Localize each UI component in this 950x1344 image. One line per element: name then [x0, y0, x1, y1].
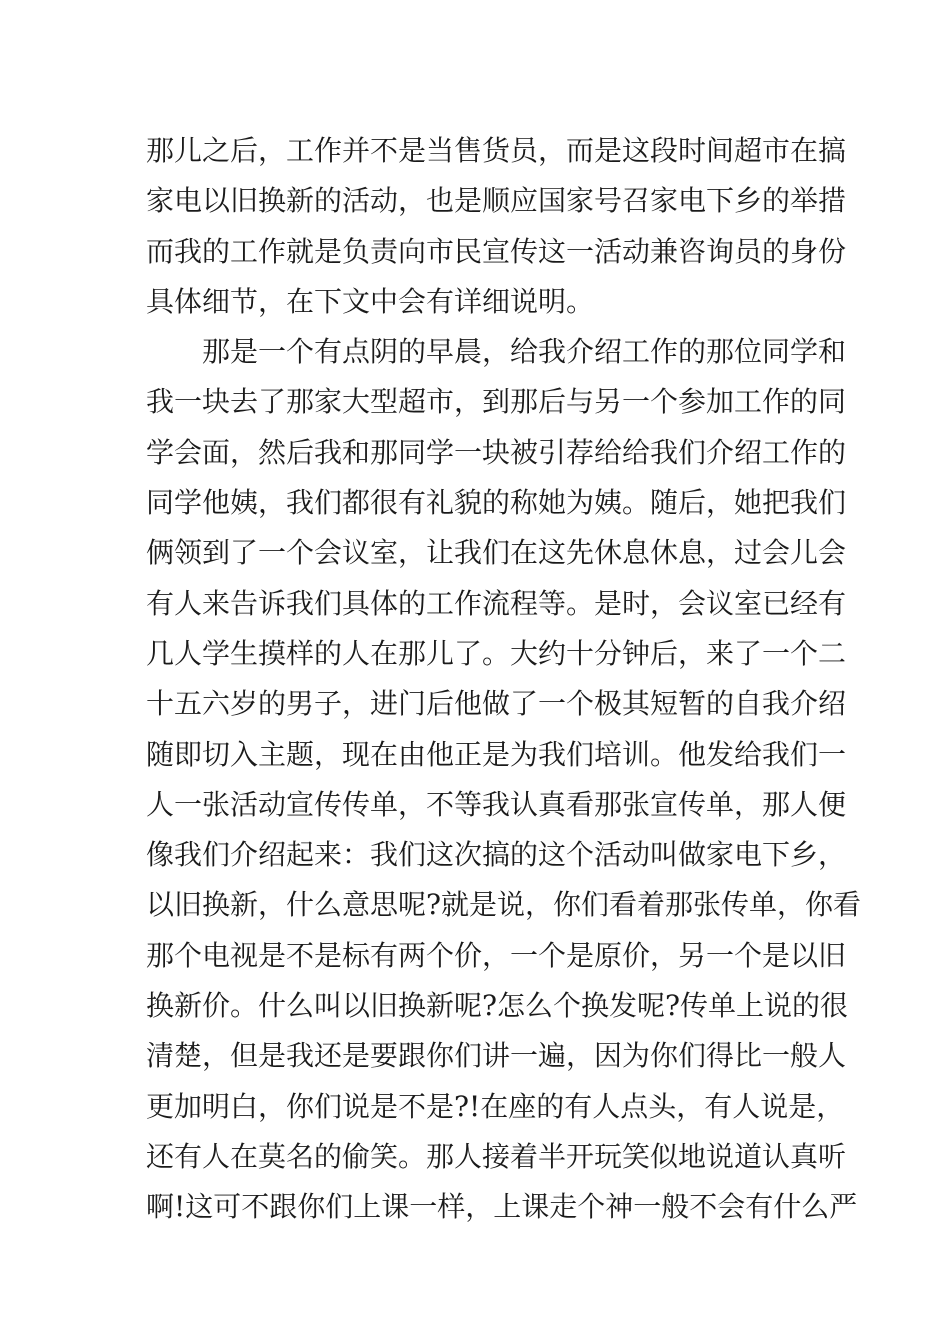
text-line-5: 那是一个有点阴的早晨，给我介绍工作的那位同学和 [202, 335, 847, 369]
text-line-15: 像我们介绍起来：我们这次搞的这个活动叫做家电下乡， [146, 838, 847, 872]
text-line-20: 更加明白，你们说是不是?!在座的有人点头，有人说是， [146, 1089, 845, 1123]
text-line-14: 人一张活动宣传传单，不等我认真看那张宣传单，那人便 [146, 787, 847, 821]
text-line-9: 俩领到了一个会议室，让我们在这先休息休息，过会儿会 [146, 536, 847, 570]
text-line-19: 清楚，但是我还是要跟你们讲一遍，因为你们得比一般人 [146, 1039, 847, 1073]
text-line-8: 同学他姨，我们都很有礼貌的称她为姨。随后，她把我们 [146, 486, 847, 520]
text-line-13: 随即切入主题，现在由他正是为我们培训。他发给我们一 [146, 737, 847, 771]
text-line-12: 十五六岁的男子，进门后他做了一个极其短暂的自我介绍 [146, 687, 847, 721]
text-line-22: 啊!这可不跟你们上课一样，上课走个神一般不会有什么严 [146, 1190, 858, 1224]
body-text [146, 126, 862, 1233]
text-line-10: 有人来告诉我们具体的工作流程等。是时，会议室已经有 [146, 586, 847, 620]
text-line-2: 家电以旧换新的活动，也是顺应国家号召家电下乡的举措 [146, 184, 847, 218]
text-line-1: 那儿之后，工作并不是当售货员，而是这段时间超市在搞 [146, 134, 847, 167]
text-line-16: 以旧换新，什么意思呢?就是说，你们看着那张传单，你看 [146, 888, 862, 922]
text-line-17: 那个电视是不是标有两个价，一个是原价，另一个是以旧 [146, 938, 847, 972]
text-line-11: 几人学生摸样的人在那儿了。大约十分钟后，来了一个二 [146, 636, 847, 670]
text-line-6: 我一块去了那家大型超市，到那后与另一个参加工作的同 [146, 385, 847, 419]
text-line-18: 换新价。什么叫以旧换新呢?怎么个换发呢?传单上说的很 [146, 989, 849, 1023]
text-line-7: 学会面，然后我和那同学一块被引荐给给我们介绍工作的 [146, 435, 847, 469]
text-line-4: 具体细节，在下文中会有详细说明。 [146, 284, 595, 318]
text-line-3: 而我的工作就是负责向市民宣传这一活动兼咨询员的身份 [146, 234, 847, 268]
text-line-21: 还有人在莫名的偷笑。那人接着半开玩笑似地说道认真听 [146, 1139, 847, 1173]
